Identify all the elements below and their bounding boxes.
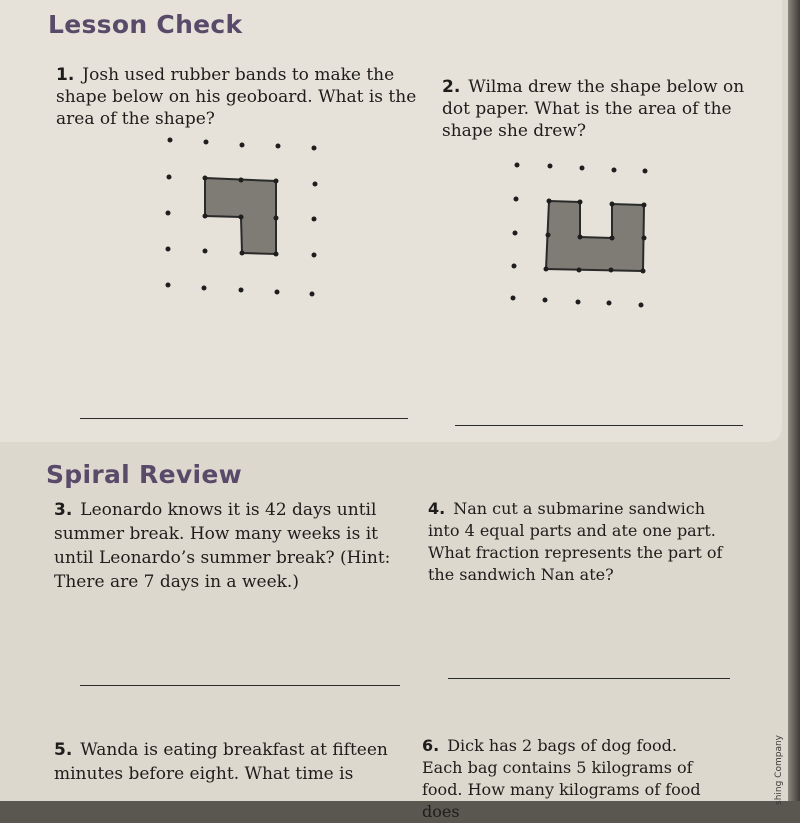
question-4-number: 4. bbox=[428, 499, 446, 518]
question-4-text: Nan cut a submarine sandwich into 4 equal parts and ate one part. What fraction represents the part of the sandwich Nan ate? bbox=[428, 499, 723, 584]
answer-line-3[interactable] bbox=[80, 685, 400, 686]
question-5 bbox=[54, 738, 394, 786]
question-6-number: 6. bbox=[422, 736, 440, 755]
publisher-margin-text: shing Company bbox=[774, 735, 784, 805]
question-4 bbox=[428, 498, 728, 586]
spiral-review-heading: Spiral Review bbox=[46, 460, 242, 489]
answer-line-1[interactable] bbox=[80, 418, 408, 419]
question-5-text: Wanda is eating breakfast at fifteen minutes before eight. What time is bbox=[54, 740, 388, 784]
question-6 bbox=[422, 735, 722, 823]
question-3-number: 3. bbox=[54, 500, 73, 520]
question-1-number: 1. bbox=[56, 65, 75, 85]
question-5-number: 5. bbox=[54, 740, 73, 760]
dot-paper-shape bbox=[546, 201, 644, 271]
page-edge-shadow bbox=[788, 0, 800, 801]
answer-line-4[interactable] bbox=[448, 678, 730, 679]
question-6-text: Dick has 2 bags of dog food. Each bag contains 5 kilograms of food. How many kilograms of food does bbox=[422, 736, 701, 821]
answer-line-2[interactable] bbox=[455, 425, 743, 426]
lesson-check-heading: Lesson Check bbox=[48, 10, 243, 39]
question-2-text: Wilma drew the shape below on dot paper. What is the area of the shape she drew? bbox=[442, 77, 745, 141]
question-3-text: Leonardo knows it is 42 days until summer break. How many weeks is it until Leonardo’s summer break? (Hint: There are 7 days in a week.) bbox=[54, 500, 391, 592]
question-3 bbox=[54, 498, 404, 594]
question-1-text: Josh used rubber bands to make the shape below on his geoboard. What is the area of the shape? bbox=[56, 65, 417, 129]
question-2-number: 2. bbox=[442, 77, 461, 97]
